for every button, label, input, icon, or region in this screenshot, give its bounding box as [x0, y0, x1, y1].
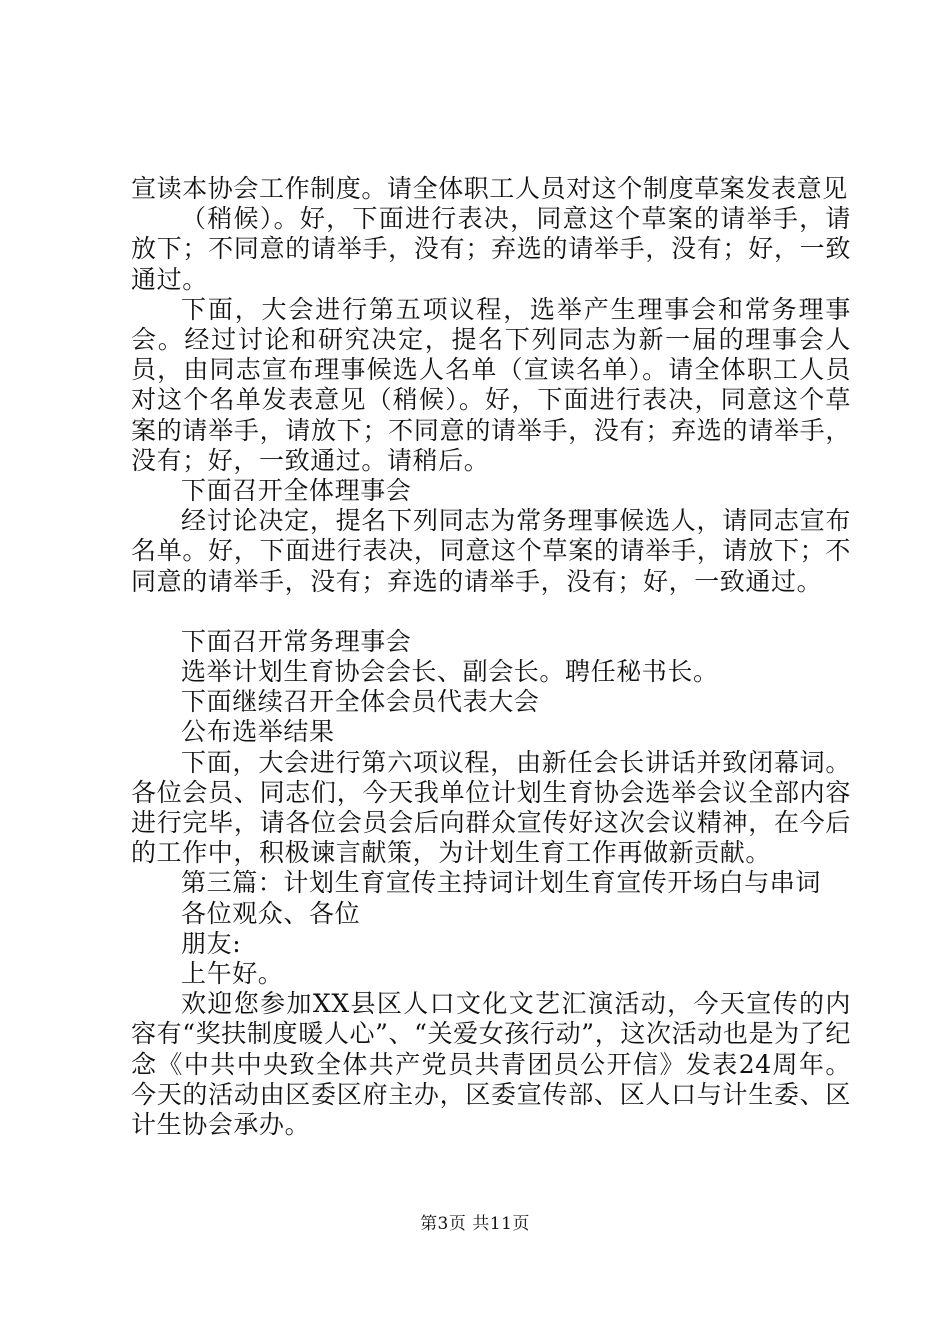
document-body	[131, 174, 851, 1140]
paragraph-5: 经讨论决定，提名下列同志为常务理事候选人，请同志宣布名单。好，下面进行表决，同意这个草案的请举手，请放下；不同意的请举手，没有；弃选的请举手，没有；好，一致通过。	[131, 506, 851, 596]
paragraph-gap	[131, 597, 851, 627]
page-number-footer: 第3页 共11页	[420, 1214, 530, 1234]
paragraph-3: 下面，大会进行第五项议程，选举产生理事会和常务理事会。经过讨论和研究决定，提名下列同志为新一届的理事会人员，由同志宣布理事候选人名单（宣读名单）。请全体职工人员对这个名单发表意见（稍候）。好，下面进行表决，同意这个草案的请举手，请放下；不同意的请举手，没有；弃选的请举手，没有；好，一致通过。请稍后。	[131, 294, 851, 475]
paragraph-4: 下面召开全体理事会	[181, 476, 412, 506]
paragraph-13: 朋友:	[181, 928, 242, 958]
paragraph-8: 下面继续召开全体会员代表大会	[181, 687, 540, 717]
paragraph-14: 上午好。	[181, 959, 284, 989]
paragraph-6: 下面召开常务理事会	[181, 626, 412, 656]
paragraph-9: 公布选举结果	[181, 717, 335, 747]
paragraph-12: 各位观众、各位	[181, 898, 361, 928]
paragraph-7: 选举计划生育协会会长、副会长。聘任秘书长。	[181, 657, 719, 687]
paragraph-10: 下面，大会进行第六项议程，由新任会长讲话并致闭幕词。各位会员、同志们，今天我单位计划生育协会选举会议全部内容进行完毕，请各位会员会后向群众宣传好这次会议精神，在今后的工作中，积极谏言献策，为计划生育工作再做新贡献。	[131, 747, 851, 868]
paragraph-15: 欢迎您参加XX县区人口文化文艺汇演活动，今天宣传的内容有“奖扶制度暖人心”、“关爱女孩行动”，这次活动也是为了纪念《中共中央致全体共产党员共青团员公开信》发表24周年。今天的活动由区委区府主办，区委宣传部、区人口与计生委、区计生协会承办。	[131, 989, 851, 1140]
paragraph-1: 宣读本协会工作制度。请全体职工人员对这个制度草案发表意见	[131, 174, 848, 203]
section-heading: 第三篇：计划生育宣传主持词计划生育宣传开场白与串词	[181, 868, 822, 898]
paragraph-2: （稍候）。好，下面进行表决，同意这个草案的请举手，请放下；不同意的请举手，没有；弃选的请举手，没有；好，一致通过。	[131, 204, 851, 294]
